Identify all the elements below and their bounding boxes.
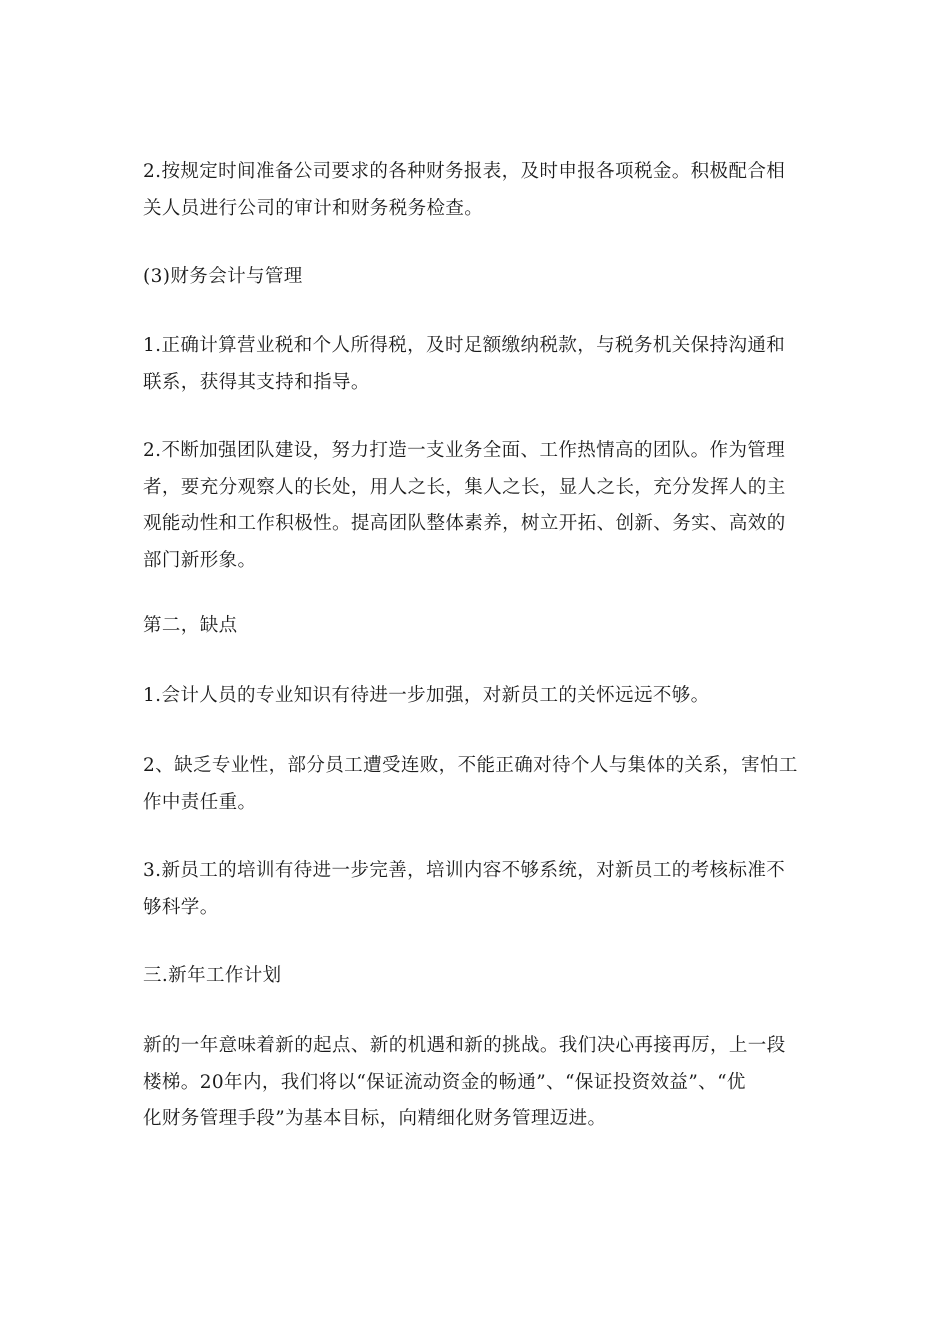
paragraph-lack-professionalism <box>143 748 807 821</box>
text-line: 第二，缺点 <box>143 615 238 636</box>
text-line: 2.按规定时间准备公司要求的各种财务报表，及时申报各项税金。积极配合相 <box>143 161 786 182</box>
text-line: (3)财务会计与管理 <box>143 266 303 287</box>
text-line: 联系，获得其支持和指导。 <box>143 371 370 393</box>
text-line: 化财务管理手段”为基本目标，向精细化财务管理迈进。 <box>143 1108 607 1129</box>
paragraph-team-building <box>143 433 807 579</box>
text-line: 够科学。 <box>143 896 219 918</box>
paragraph-new-year-goals <box>143 1028 807 1138</box>
section-heading-shortcomings <box>143 608 807 645</box>
text-line: 楼梯。20年内，我们将以“保证流动资金的畅通”、“保证投资效益”、“优 <box>143 1071 746 1093</box>
text-line: 部门新形象。 <box>143 549 257 571</box>
section-heading-accounting-management <box>143 259 807 296</box>
text-line: 1.会计人员的专业知识有待进一步加强，对新员工的关怀远远不够。 <box>143 685 710 706</box>
paragraph-accountant-knowledge <box>143 678 807 715</box>
text-line: 者，要充分观察人的长处，用人之长，集人之长，显人之长，充分发挥人的主 <box>143 476 786 498</box>
paragraph-tax-calculation <box>143 328 807 401</box>
section-heading-new-year-plan <box>143 958 807 995</box>
text-line: 1.正确计算营业税和个人所得税，及时足额缴纳税款，与税务机关保持沟通和 <box>143 335 786 356</box>
text-line: 三.新年工作计划 <box>143 965 282 986</box>
paragraph-new-employee-training <box>143 853 807 926</box>
paragraph-financial-reports <box>143 154 807 227</box>
text-line: 关人员进行公司的审计和财务税务检查。 <box>143 197 484 219</box>
text-line: 观能动性和工作积极性。提高团队整体素养，树立开拓、创新、务实、高效的 <box>143 513 786 534</box>
text-line: 3.新员工的培训有待进一步完善，培训内容不够系统，对新员工的考核标准不 <box>143 860 786 881</box>
text-line: 2、缺乏专业性，部分员工遭受连败，不能正确对待个人与集体的关系，害怕工 <box>143 755 798 776</box>
text-line: 新的一年意味着新的起点、新的机遇和新的挑战。我们决心再接再厉，上一段 <box>143 1035 786 1056</box>
text-line: 作中责任重。 <box>143 791 257 813</box>
text-line: 2.不断加强团队建设，努力打造一支业务全面、工作热情高的团队。作为管理 <box>143 440 786 461</box>
